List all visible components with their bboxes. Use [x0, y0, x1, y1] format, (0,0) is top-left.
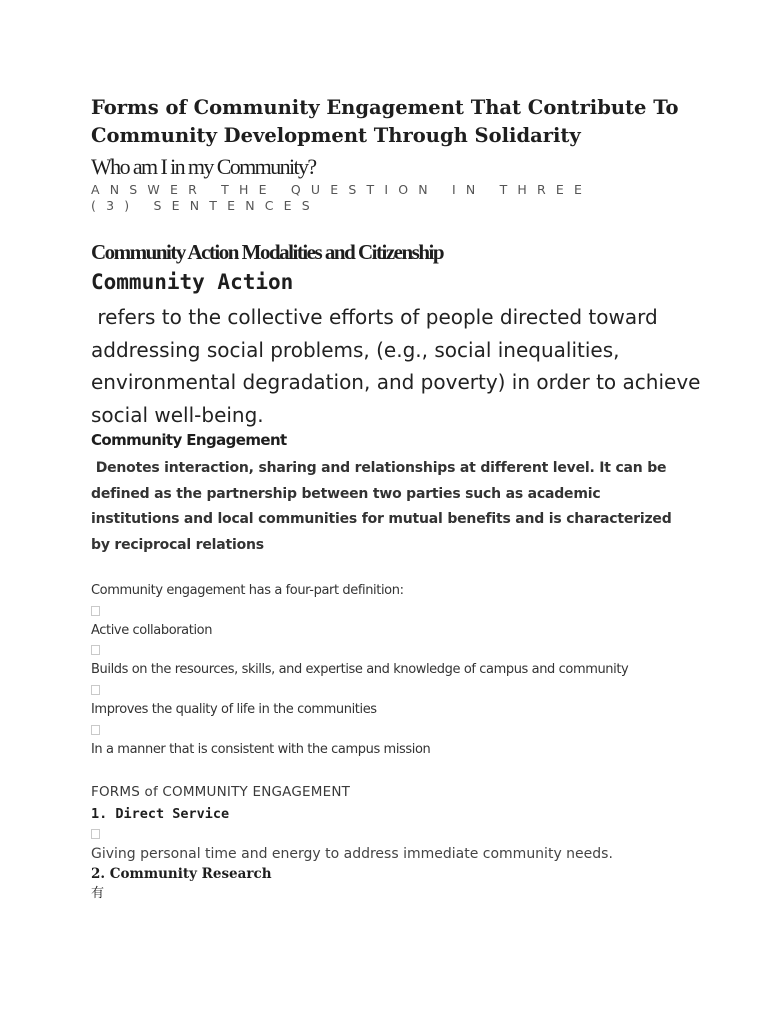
bullet-box-icon — [91, 725, 100, 735]
reflection-question: Who am I in my Community? — [91, 154, 316, 179]
bullet-box-icon — [91, 829, 100, 839]
document-title: Forms of Community Engagement That Contribute To Community Development Through Solidarity — [91, 96, 679, 147]
form-item-title: 1. Direct Service — [91, 806, 230, 822]
form-item-title: 2. Community Research — [91, 866, 272, 882]
bullet-box-icon — [91, 685, 100, 695]
definition-part: In a manner that is consistent with the campus mission — [91, 742, 431, 757]
community-engagement-title: Community Engagement — [91, 431, 287, 449]
community-action-title: Community Action — [91, 270, 294, 294]
definition-part: Builds on the resources, skills, and expertise and knowledge of campus and community — [91, 662, 629, 677]
answer-instruction: ANSWER THE QUESTION IN THREE (3) SENTENCES — [91, 182, 593, 213]
form-item-description: Giving personal time and energy to address immediate community needs. — [91, 846, 613, 862]
stray-glyph: 有 — [91, 886, 105, 901]
definition-intro: Community engagement has a four-part definition: — [91, 583, 404, 598]
community-engagement-definition — [91, 456, 691, 558]
bullet-box-icon — [91, 606, 100, 616]
section-heading: Community Action Modalities and Citizenship — [91, 240, 444, 264]
community-action-definition — [91, 301, 731, 431]
community-engagement-text: Denotes interaction, sharing and relationships at different level. It can be defined as the partnership between two parties such as academic institutions and local communities for mutual benefits and is characterized by reciprocal relations — [91, 460, 672, 553]
forms-heading: FORMS of COMMUNITY ENGAGEMENT — [91, 784, 351, 800]
bullet-box-icon — [91, 645, 100, 655]
community-action-text: refers to the collective efforts of people directed toward addressing social problems, (e.g., social inequalities, environmental degradation, and poverty) in order to achieve social well-being. — [91, 305, 701, 427]
definition-part: Improves the quality of life in the communities — [91, 702, 377, 717]
definition-part: Active collaboration — [91, 623, 213, 638]
